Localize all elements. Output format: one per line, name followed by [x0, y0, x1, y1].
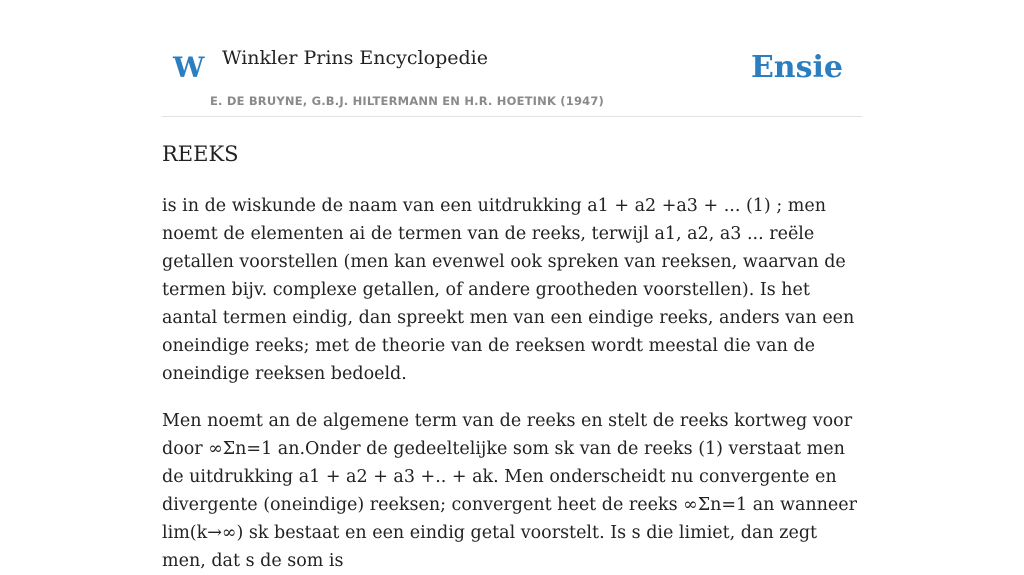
article-title: REEKS	[162, 142, 239, 166]
site-title[interactable]: Winkler Prins Encyclopedie	[222, 47, 488, 69]
authors-line: E. DE BRUYNE, G.B.J. HILTERMANN EN H.R. HOETINK (1947)	[210, 94, 605, 108]
site-logo[interactable]: W	[173, 51, 205, 84]
brand-logo[interactable]: Ensie	[750, 50, 843, 85]
article-paragraph: Men noemt an de algemene term van de reeks en stelt de reeks kortweg voor door ∞Σn=1 an.Onder de gedeeltelijke som sk van de reeks (1) verstaat men de uitdrukking a1 + a2 + a3 +.. + ak. Men onderscheidt nu convergente en divergente (oneindige) reeksen; convergent heet de reeks ∞Σn=1 an wanneer lim(k→∞) sk bestaat en een eindig getal voorstelt. Is s die limiet, dan zegt men, dat s de som is	[162, 411, 857, 571]
article	[162, 137, 864, 575]
site-header	[162, 0, 862, 117]
article-paragraph: is in de wiskunde de naam van een uitdrukking a1 + a2 +a3 + ... (1) ; men noemt de elementen ai de termen van de reeks, terwijl a1, a2, a3 ... reële getallen voorstellen (men kan evenwel ook spreken van reeksen, waarvan de termen bijv. complexe getallen, of andere grootheden voorstellen). Is het aantal termen eindig, dan spreekt men van een eindige reeks, anders van een oneindige reeks; met de theorie van de reeksen wordt meestal die van de oneindige reeksen bedoeld.	[162, 196, 855, 384]
